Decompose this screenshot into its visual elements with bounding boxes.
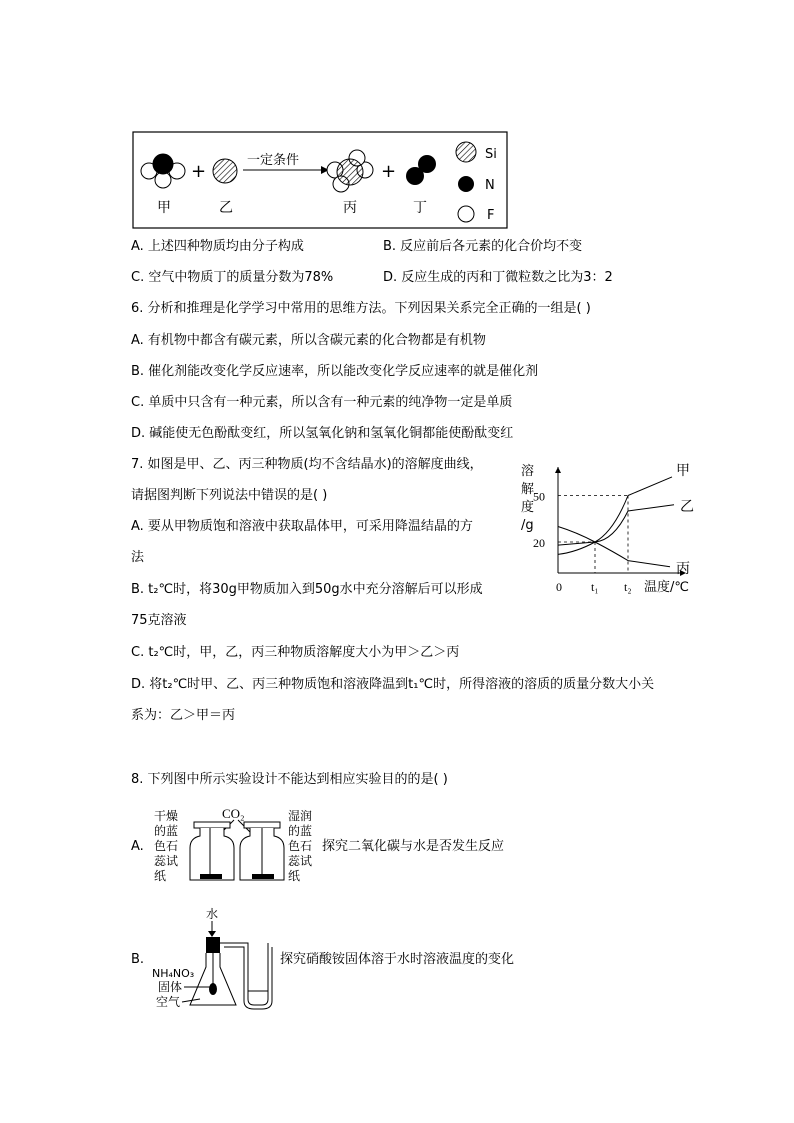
nh4no3-label: NH₄NO₃ xyxy=(152,967,195,980)
q8-b-caption: 探究硝酸铵固体溶于水时溶液温度的变化 xyxy=(280,952,515,967)
svg-text:+: + xyxy=(381,161,397,182)
legend-n: N xyxy=(485,178,495,193)
series-line-2 xyxy=(558,505,674,545)
q7-option-b-line2: 75克溶液 xyxy=(131,613,187,628)
air-label: 空气 xyxy=(156,995,181,1009)
wet-paper-label: 蕊试 xyxy=(288,854,313,868)
y-axis-label-char: 溶 xyxy=(521,464,535,479)
label-yi: 乙 xyxy=(219,200,233,216)
y-axis-label-char: 度 xyxy=(521,500,535,515)
q8-a-letter: A. xyxy=(131,839,144,854)
water-label: 水 xyxy=(206,907,219,921)
atom-legend xyxy=(452,138,512,230)
x-tick-label: t₁ xyxy=(591,580,599,594)
x-axis-label: 温度/℃ xyxy=(644,580,689,595)
y-axis-label-char: /g xyxy=(521,518,534,533)
q8-stem: 8. 下列图中所示实验设计不能达到相应实验目的的是( ) xyxy=(131,772,448,787)
q7-option-a-line2: 法 xyxy=(131,550,145,565)
co2-bottles-apparatus xyxy=(152,804,320,886)
label-jia: 甲 xyxy=(157,200,171,216)
reaction-box xyxy=(133,132,507,228)
dry-paper-label: 纸 xyxy=(154,869,167,883)
q7-option-c: C. t₂℃时，甲，乙，丙三种物质溶解度大小为甲＞乙＞丙 xyxy=(131,645,460,660)
legend-f: F xyxy=(487,208,495,223)
bottle-wet xyxy=(240,822,284,880)
q7-option-a-line1: A. 要从甲物质饱和溶液中获取晶体甲，可采用降温结晶的方 xyxy=(131,519,473,534)
q7-option-d-line1: D. 将t₂℃时甲、乙、丙三种物质饱和溶液降温到t₁℃时，所得溶液的溶质的质量分数大小关 xyxy=(131,677,655,692)
q7-stem-line1: 7. 如图是甲、乙、丙三种物质(均不含结晶水)的溶解度曲线， xyxy=(131,457,483,472)
solubility-chart xyxy=(515,455,700,605)
nh4no3-apparatus xyxy=(150,905,280,1015)
y-tick-label: 50 xyxy=(533,489,545,504)
q6-option-b: B. 催化剂能改变化学反应速率，所以能改变化学反应速率的就是催化剂 xyxy=(131,364,539,379)
condition-label: 一定条件 xyxy=(247,153,300,168)
q6-option-c: C. 单质中只含有一种元素，所以含有一种元素的纯净物一定是单质 xyxy=(131,395,513,410)
dry-paper-label: 干燥 xyxy=(154,809,179,823)
label-bing: 丙 xyxy=(343,200,357,216)
wet-paper-label: 湿润 xyxy=(288,809,313,823)
q6-option-a: A. 有机物中都含有碳元素，所以含碳元素的化合物都是有机物 xyxy=(131,333,486,348)
q5-option-b: B. 反应前后各元素的化合价均不变 xyxy=(383,239,583,254)
series-label-1: 甲 xyxy=(676,462,690,479)
q7-stem-line2: 请据图判断下列说法中错误的是( ) xyxy=(131,488,328,503)
dry-paper-label: 的蓝 xyxy=(154,824,179,838)
molecule-jia xyxy=(141,154,185,188)
molecule-yi xyxy=(213,159,237,183)
series-label-2: 乙 xyxy=(680,498,694,515)
legend-si: Si xyxy=(485,147,497,162)
co2-label: CO₂ xyxy=(222,806,245,821)
origin-label: 0 xyxy=(556,580,562,594)
label-ding: 丁 xyxy=(413,200,427,216)
dry-paper-label: 蕊试 xyxy=(154,854,179,868)
x-tick-label: t₂ xyxy=(624,580,632,594)
series-line-1 xyxy=(558,477,672,555)
q7-option-d-line2: 系为：乙＞甲＝丙 xyxy=(131,708,236,723)
solid-label: 固体 xyxy=(158,980,183,994)
wet-paper-label: 纸 xyxy=(288,869,301,883)
q6-stem: 6. 分析和推理是化学学习中常用的思维方法。下列因果关系完全正确的一组是( ) xyxy=(131,301,591,316)
molecule-ding xyxy=(406,155,436,185)
wet-paper-label: 色石 xyxy=(288,839,313,853)
q7-option-b-line1: B. t₂℃时，将30g甲物质加入到50g水中充分溶解后可以形成 xyxy=(131,582,483,597)
wet-paper-label: 的蓝 xyxy=(288,824,313,838)
q5-option-d: D. 反应生成的丙和丁微粒数之比为3：2 xyxy=(383,270,613,285)
dry-paper-label: 色石 xyxy=(154,839,179,853)
series-label-3: 丙 xyxy=(676,560,690,577)
y-tick-label: 20 xyxy=(533,536,545,550)
q8-a-caption: 探究二氧化碳与水是否发生反应 xyxy=(322,839,505,854)
q8-b-letter: B. xyxy=(131,952,145,967)
molecule-bing xyxy=(327,150,373,192)
bottle-dry xyxy=(190,822,234,880)
q6-option-d: D. 碱能使无色酚酞变红，所以氢氧化钠和氢氧化铜都能使酚酞变红 xyxy=(131,426,514,441)
q5-option-c: C. 空气中物质丁的质量分数为78% xyxy=(131,270,334,285)
plus-sign: + xyxy=(191,161,207,182)
y-axis-label-char: 解 xyxy=(521,482,535,497)
q5-option-a: A. 上述四种物质均由分子构成 xyxy=(131,239,304,254)
